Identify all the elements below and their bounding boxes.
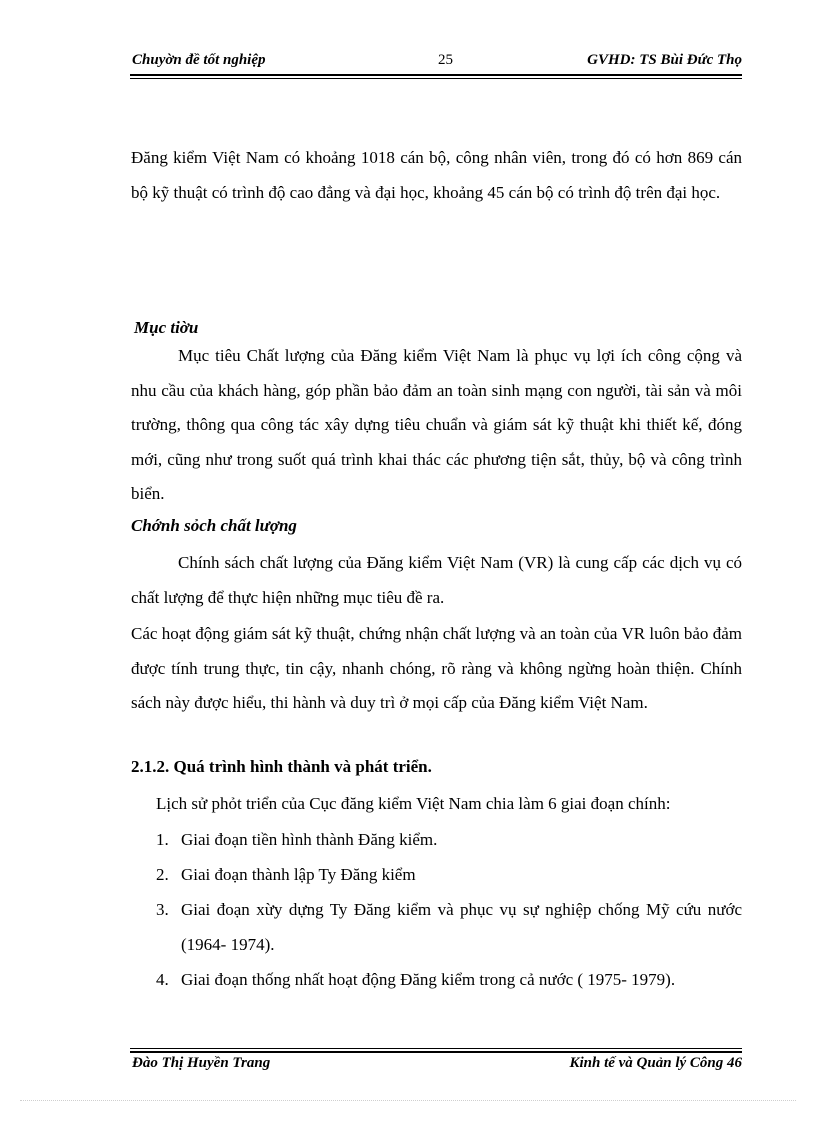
list-item bbox=[156, 857, 742, 892]
section-intro: Lịch sử phỏt triển của Cục đăng kiểm Việt Nam chia làm 6 giai đoạn chính: bbox=[156, 794, 671, 813]
list-item-number: 4. bbox=[156, 970, 169, 989]
page-bottom-divider bbox=[20, 1100, 796, 1101]
list-item-text: Giai đoạn xừy dựng Ty Đăng kiểm và phục vụ sự nghiệp chống Mỹ cứu nước (1964- 1974). bbox=[181, 900, 742, 954]
hoat-dong-paragraph: Các hoạt động giám sát kỹ thuật, chứng nhận chất lượng và an toàn của VR luôn bảo đảm được tính trung thực, tin cậy, nhanh chóng, rõ ràng và không ngừng hoàn thiện. Chính sách này được hiểu, thi hành và duy trì ở mọi cấp của Đăng kiểm Việt Nam. bbox=[131, 624, 742, 712]
header-supervisor: GVHD: TS Bùi Đức Thọ bbox=[587, 52, 742, 68]
list-item-number: 2. bbox=[156, 865, 169, 884]
list-item-number: 3. bbox=[156, 900, 169, 919]
muc-tieu-heading: Mục tiờu bbox=[134, 318, 199, 337]
header-page-number: 25 bbox=[438, 52, 453, 68]
footer-author: Đào Thị Huyền Trang bbox=[132, 1055, 271, 1071]
header-document-title: Chuyờn đề tốt nghiệp bbox=[132, 52, 266, 68]
chinh-sach-heading: Chớnh sỏch chất lượng bbox=[131, 516, 297, 535]
chinh-sach-paragraph: Chính sách chất lượng của Đăng kiểm Việt Nam (VR) là cung cấp các dịch vụ có chất lượng để thực hiện những mục tiêu đề ra. bbox=[131, 553, 742, 607]
footer-program: Kinh tế và Quản lý Công 46 bbox=[569, 1055, 742, 1071]
footer-rule bbox=[130, 1048, 742, 1053]
list-item-text: Giai đoạn tiền hình thành Đăng kiểm. bbox=[181, 830, 438, 849]
page-header bbox=[132, 52, 742, 74]
muc-tieu-paragraph: Mục tiêu Chất lượng của Đăng kiểm Việt Nam là phục vụ lợi ích công cộng và nhu cầu của khách hàng, góp phần bảo đảm an toàn sinh mạng con người, tài sản và môi trường, thông qua công tác xây dựng tiêu chuẩn và giám sát kỹ thuật khi thiết kế, đóng mới, cũng như trong suốt quá trình khai thác các phương tiện sắt, thủy, bộ và công trình biển. bbox=[131, 346, 742, 503]
header-rule bbox=[130, 74, 742, 79]
list-item bbox=[156, 962, 742, 997]
list-item-text: Giai đoạn thành lập Ty Đăng kiểm bbox=[181, 865, 416, 884]
section-heading: 2.1.2. Quá trình hình thành và phát triển. bbox=[131, 757, 432, 776]
list-item-number: 1. bbox=[156, 830, 169, 849]
list-item bbox=[156, 892, 742, 962]
list-item bbox=[156, 822, 742, 857]
stages-list bbox=[156, 822, 742, 997]
list-item-text: Giai đoạn thống nhất hoạt động Đăng kiểm trong cả nước ( 1975- 1979). bbox=[181, 970, 676, 989]
intro-paragraph: Đăng kiểm Việt Nam có khoảng 1018 cán bộ, công nhân viên, trong đó có hơn 869 cán bộ kỹ thuật có trình độ cao đẳng và đại học, khoảng 45 cán bộ có trình độ trên đại học. bbox=[131, 148, 742, 202]
